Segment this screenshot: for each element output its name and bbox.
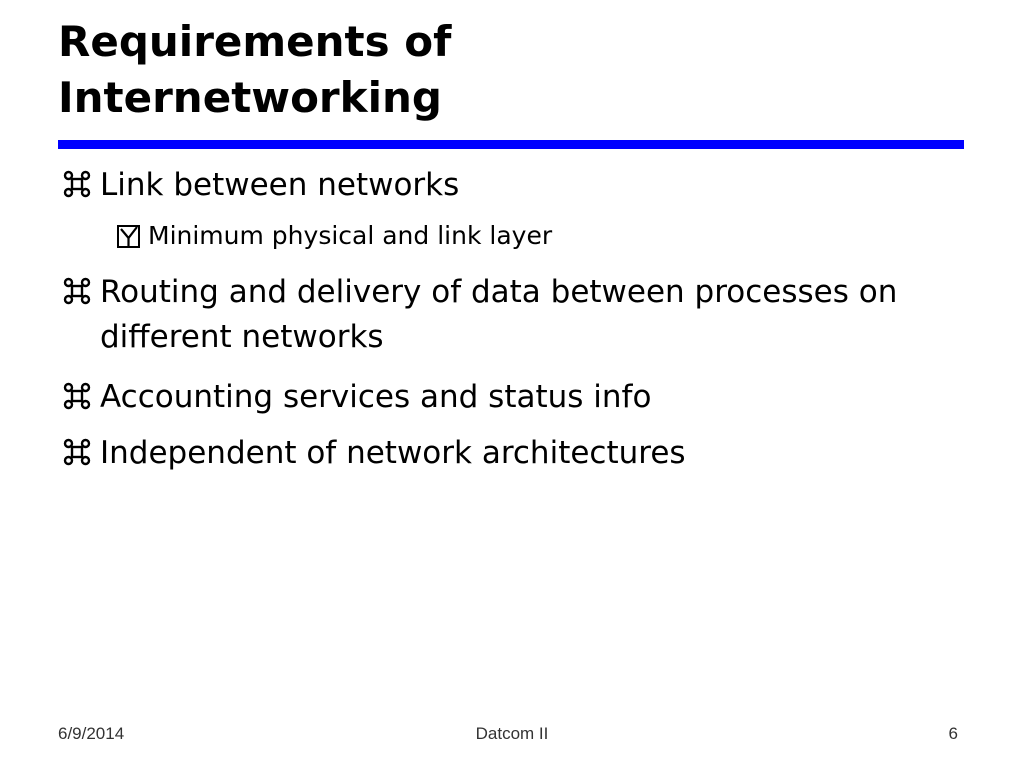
sub-bullet-text: Minimum physical and link layer (148, 221, 553, 250)
bullet-text: Independent of network architectures (100, 435, 686, 471)
bullet-item (100, 270, 960, 360)
bullet-item (100, 163, 960, 208)
command-key-bullet-icon (62, 270, 92, 315)
bullet-text: Link between networks (100, 167, 460, 203)
bullet-item (100, 431, 960, 476)
bullet-text: Accounting services and status info (100, 379, 652, 415)
bullet-text: Routing and delivery of data between processes on different networks (100, 274, 898, 355)
footer-date: 6/9/2014 (58, 724, 125, 743)
command-key-bullet-icon (62, 163, 92, 208)
footer-page-number: 6 (948, 724, 958, 743)
footer-title: Datcom II (475, 724, 549, 743)
bullet-item (100, 375, 960, 420)
command-key-bullet-icon (62, 375, 92, 420)
command-key-bullet-icon (62, 431, 92, 476)
slide-title: Requirements of Internetworking (58, 17, 452, 122)
checkbox-bullet-icon (116, 220, 142, 252)
sub-bullet-item (148, 220, 948, 252)
